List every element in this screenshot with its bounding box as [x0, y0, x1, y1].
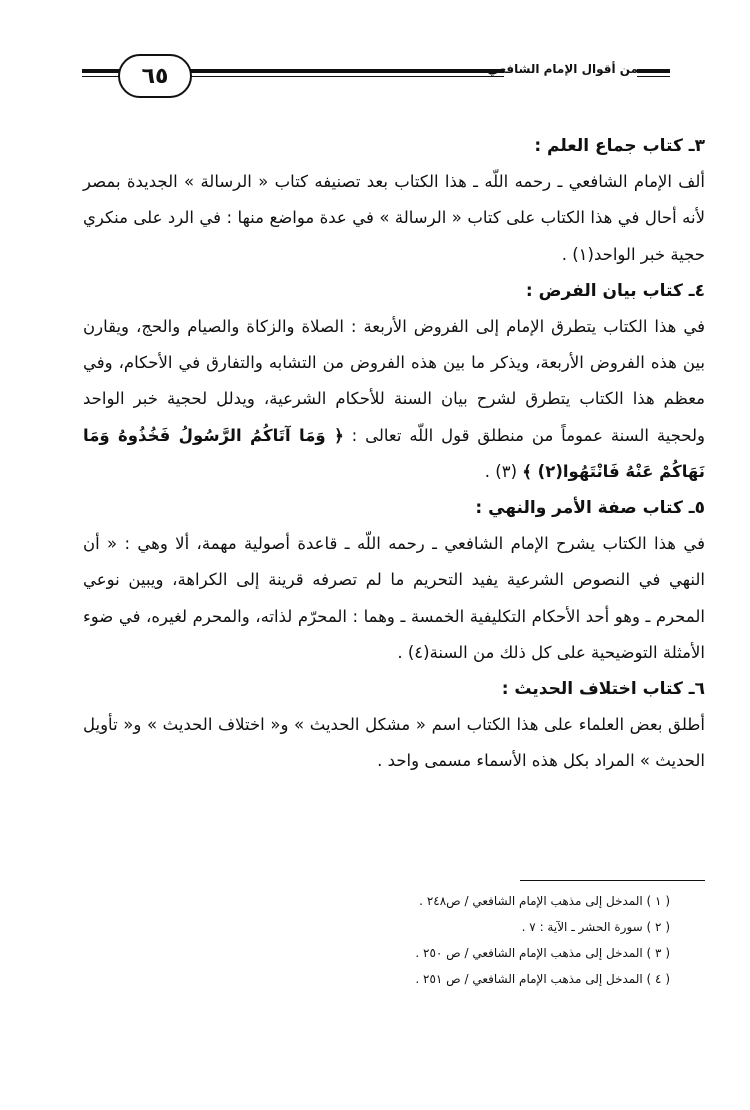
section-paragraph	[83, 309, 705, 490]
running-title: من أقوال الإمام الشافعي	[487, 62, 638, 76]
section-5	[83, 490, 705, 671]
paragraph-text: في هذا الكتاب يتطرق الإمام إلى الفروض الأربعة : الصلاة والزكاة والصيام والحج، ويقارن بين هذه الفروض الأربعة، ويذكر ما بين هذه الفروض من التشابه والتفارق في الأحكام، وفي معظم هذا الكتاب يتطرق لشرح بيان السنة للأحكام الشرعية، ويدلل لحجية خبر الواحد ولحجية السنة عموماً من منطلق قول اللّه تعالى :	[83, 317, 705, 445]
header-rule	[637, 76, 670, 77]
header-rule	[82, 76, 122, 77]
section-6	[83, 671, 705, 780]
section-heading: ٣ـ كتاب جماع العلم :	[534, 136, 705, 156]
footnote-divider	[520, 880, 705, 881]
header-rule	[182, 76, 504, 77]
section-heading: ٤ـ كتاب بيان الفرض :	[525, 280, 705, 301]
page-number-text: ٦٥	[141, 63, 169, 89]
section-paragraph: في هذا الكتاب يشرح الإمام الشافعي ـ رحمه اللّه ـ قاعدة أصولية مهمة، ألا وهي : « أن النهي في النصوص الشرعية يفيد التحريم ما لم تصرفه قرينة إلى الكراهة، ويبين نوعي المحرم ـ وهو أحد الأحكام التكليفية الخمسة ـ وهما : المحرّم لذاته، والمحرم لغيره، في ضوء الأمثلة التوضيحية على كل ذلك من السنة(٤) .	[83, 534, 705, 662]
page-header	[82, 54, 670, 100]
footnotes	[130, 888, 670, 992]
footnote-reference: (٣) .	[484, 461, 518, 481]
section-4	[83, 273, 705, 490]
page-number	[118, 54, 192, 98]
footnote-item: ( ٤ ) المدخل إلى مذهب الإمام الشافعي / ص ٢٥١ .	[415, 972, 670, 986]
footnote-item: ( ٣ ) المدخل إلى مذهب الإمام الشافعي / ص ٢٥٠ .	[415, 946, 670, 960]
main-text	[83, 128, 705, 780]
footnote-item: ( ١ ) المدخل إلى مذهب الإمام الشافعي / ص٢٤٨ .	[419, 894, 670, 908]
section-3	[83, 128, 705, 273]
section-paragraph: أطلق بعض العلماء على هذا الكتاب اسم « مشكل الحديث » و« اختلاف الحديث » و« تأويل الحديث » المراد بكل هذه الأسماء مسمى واحد .	[83, 715, 705, 771]
header-rule	[637, 69, 670, 73]
header-rule	[182, 69, 504, 73]
header-rule	[82, 69, 122, 73]
section-heading: ٦ـ كتاب اختلاف الحديث :	[501, 679, 705, 700]
section-heading: ٥ـ كتاب صفة الأمر والنهي :	[475, 498, 705, 519]
quran-verse: ﴿ وَمَا آتَاكُمُ الرَّسُولُ فَخُذُوهُ وَمَا نَهَاكُمْ عَنْهُ فَانْتَهُوا(٢) ﴾	[83, 425, 705, 481]
section-paragraph: ألف الإمام الشافعي ـ رحمه اللّه ـ هذا الكتاب بعد تصنيفه كتاب « الرسالة » الجديدة بمصر لأنه أحال في هذا الكتاب على كتاب « الرسالة » في عدة مواضع منها : في الرد على منكري حجية خبر الواحد(١) .	[83, 172, 705, 264]
footnote-item: ( ٢ ) سورة الحشر ـ الآية : ٧ .	[521, 920, 670, 934]
